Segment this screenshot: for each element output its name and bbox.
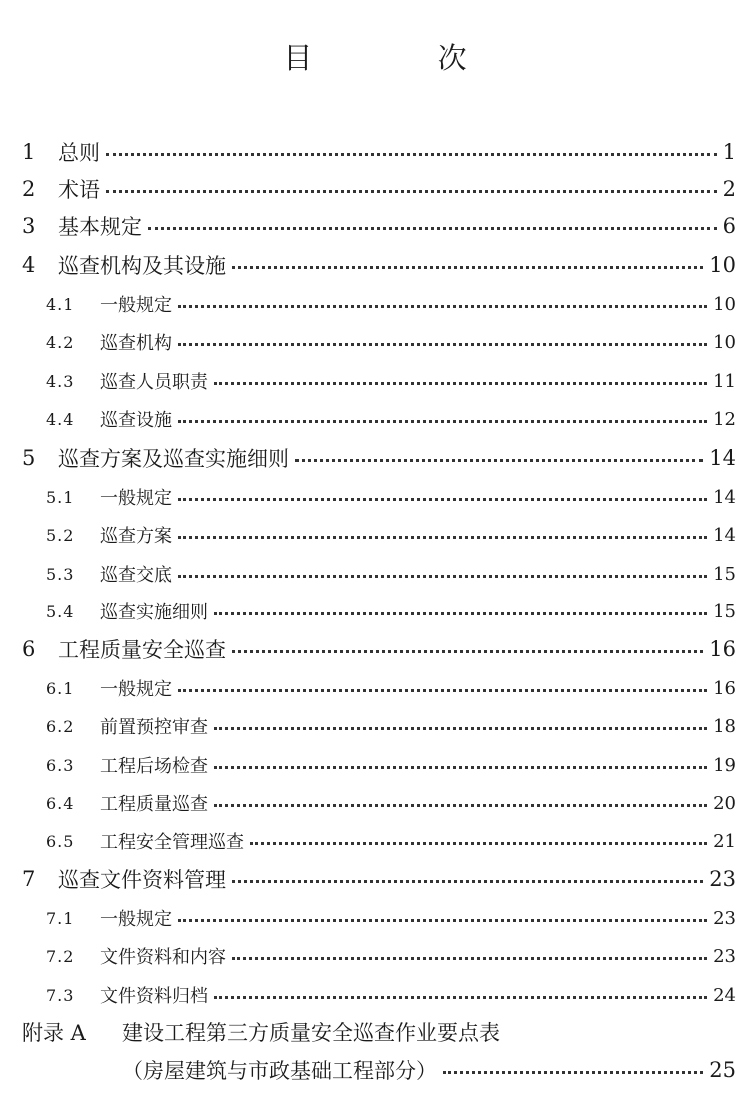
dot-leader <box>106 153 717 156</box>
toc-entry[interactable] <box>0 289 750 319</box>
toc-entry-page: 10 <box>709 253 736 277</box>
toc-entry-number: 6 <box>22 637 36 661</box>
toc-entry-label: 工程质量巡查 <box>100 794 208 815</box>
dot-leader <box>214 382 707 385</box>
toc-entry[interactable] <box>0 634 750 664</box>
toc-entry-page: 2 <box>722 177 736 201</box>
toc-entry-label: 工程安全管理巡查 <box>100 832 244 853</box>
dot-leader <box>250 842 707 845</box>
dot-leader <box>178 575 707 578</box>
dot-leader <box>214 996 707 999</box>
toc-entry-label: 文件资料归档 <box>100 986 208 1007</box>
toc-entry-label: 一般规定 <box>100 488 172 509</box>
toc-appendix-entry[interactable] <box>0 1017 750 1047</box>
dot-leader <box>214 804 707 807</box>
dot-leader <box>178 343 707 346</box>
toc-entry-label: 巡查机构 <box>100 333 172 354</box>
toc-entry-number: 6.1 <box>46 678 75 698</box>
toc-entry-page: 1 <box>722 140 736 164</box>
dot-leader <box>148 227 717 230</box>
toc-appendix-number: 附录 A <box>22 1021 86 1045</box>
toc-entry-page: 12 <box>713 408 736 430</box>
toc-entry-number: 7.1 <box>46 908 75 928</box>
toc-entry-label: 工程后场检查 <box>100 756 208 777</box>
toc-entry-number: 4.2 <box>46 332 75 352</box>
toc-entry-number: 7.3 <box>46 985 75 1005</box>
toc-entry[interactable] <box>0 788 750 818</box>
toc-entry-label: 巡查人员职责 <box>100 372 208 393</box>
toc-entry-page: 19 <box>713 754 736 776</box>
toc-entry[interactable] <box>0 211 750 241</box>
dot-leader <box>214 727 707 730</box>
toc-entry[interactable] <box>0 559 750 589</box>
toc-entry-label: 基本规定 <box>58 215 142 239</box>
toc-entry-page: 16 <box>709 637 736 661</box>
toc-entry[interactable] <box>0 673 750 703</box>
toc-entry-page: 11 <box>713 370 736 392</box>
toc-entry-label: 总则 <box>58 141 100 165</box>
dot-leader <box>178 919 707 922</box>
toc-entry-page: 14 <box>713 524 736 546</box>
toc-entry-label: 巡查交底 <box>100 565 172 586</box>
toc-entry-page: 23 <box>713 907 736 929</box>
dot-leader <box>106 190 717 193</box>
dot-leader <box>232 650 703 653</box>
dot-leader <box>178 498 707 501</box>
toc-appendix-page: 25 <box>709 1058 736 1082</box>
toc-entry-page: 16 <box>713 677 736 699</box>
toc-entry-label: 工程质量安全巡查 <box>58 638 226 662</box>
toc-entry-number: 4.3 <box>46 371 75 391</box>
toc-entry-number: 1 <box>22 140 36 164</box>
toc-entry-page: 20 <box>713 792 736 814</box>
toc-entry[interactable] <box>0 443 750 473</box>
toc-entry-number: 5.3 <box>46 564 75 584</box>
toc-entry-label: 巡查方案 <box>100 526 172 547</box>
toc-entry[interactable] <box>0 366 750 396</box>
toc-entry-number: 3 <box>22 214 36 238</box>
toc-entry[interactable] <box>0 520 750 550</box>
toc-entry-page: 15 <box>713 563 736 585</box>
dot-leader <box>214 612 707 615</box>
dot-leader <box>178 305 707 308</box>
dot-leader <box>178 420 707 423</box>
toc-entry-number: 5.4 <box>46 601 75 621</box>
toc-entry[interactable] <box>0 941 750 971</box>
dot-leader <box>232 880 703 883</box>
toc-entry-number: 4.4 <box>46 409 75 429</box>
toc-entry-label: 巡查设施 <box>100 410 172 431</box>
toc-entry-label: 一般规定 <box>100 295 172 316</box>
dot-leader <box>295 459 703 462</box>
toc-entry-page: 10 <box>713 331 736 353</box>
toc-appendix-label-continued: （房屋建筑与市政基础工程部分） <box>122 1059 437 1083</box>
toc-entry-page: 10 <box>713 293 736 315</box>
toc-entry[interactable] <box>0 404 750 434</box>
toc-entry-page: 23 <box>713 945 736 967</box>
toc-entry-page: 14 <box>713 486 736 508</box>
toc-entry-label: 文件资料和内容 <box>100 947 226 968</box>
toc-entry-label: 一般规定 <box>100 679 172 700</box>
toc-entry-number: 6.3 <box>46 755 75 775</box>
dot-leader <box>232 957 707 960</box>
toc-entry-number: 6.5 <box>46 831 75 851</box>
toc-entry-number: 2 <box>22 177 36 201</box>
toc-entry-number: 6.2 <box>46 716 75 736</box>
toc-entry-page: 15 <box>713 600 736 622</box>
toc-entry-number: 7.2 <box>46 946 75 966</box>
toc-entry[interactable] <box>0 174 750 204</box>
toc-entry-number: 5 <box>22 446 36 470</box>
toc-entry-number: 4 <box>22 253 36 277</box>
toc-appendix-entry-continued[interactable] <box>0 1055 750 1085</box>
toc-entry[interactable] <box>0 327 750 357</box>
toc-entry-page: 18 <box>713 715 736 737</box>
toc-entry-number: 7 <box>22 867 36 891</box>
toc-entry[interactable] <box>0 980 750 1010</box>
toc-entry-label: 巡查文件资料管理 <box>58 868 226 892</box>
toc-entry-page: 23 <box>709 867 736 891</box>
toc-entry[interactable] <box>0 137 750 167</box>
toc-entry[interactable] <box>0 711 750 741</box>
toc-entry-label: 巡查实施细则 <box>100 602 208 623</box>
toc-entry[interactable] <box>0 864 750 894</box>
toc-entry[interactable] <box>0 750 750 780</box>
toc-entry-page: 6 <box>722 214 736 238</box>
toc-entry[interactable] <box>0 826 750 856</box>
dot-leader <box>178 536 707 539</box>
toc-entry-label: 巡查机构及其设施 <box>58 254 226 278</box>
toc-entry-page: 21 <box>713 830 736 852</box>
toc-entry-label: 一般规定 <box>100 909 172 930</box>
toc-entry-page: 14 <box>709 446 736 470</box>
toc-entry-number: 4.1 <box>46 294 75 314</box>
toc-entry-label: 术语 <box>58 178 100 202</box>
toc-entry[interactable] <box>0 596 750 626</box>
toc-appendix-label: 建设工程第三方质量安全巡查作业要点表 <box>122 1021 500 1045</box>
dot-leader <box>178 689 707 692</box>
toc-entry-number: 5.1 <box>46 487 75 507</box>
toc-entry-label: 前置预控审查 <box>100 717 208 738</box>
toc-entry[interactable] <box>0 903 750 933</box>
toc-entry-label: 巡查方案及巡查实施细则 <box>58 447 289 471</box>
dot-leader <box>214 766 707 769</box>
toc-entry[interactable] <box>0 482 750 512</box>
toc-entry-page: 24 <box>713 984 736 1006</box>
toc-entry-number: 6.4 <box>46 793 75 813</box>
dot-leader <box>232 266 703 269</box>
toc-title: 目 次 <box>283 41 525 75</box>
toc-entry-number: 5.2 <box>46 525 75 545</box>
dot-leader <box>443 1071 703 1074</box>
toc-entry[interactable] <box>0 250 750 280</box>
